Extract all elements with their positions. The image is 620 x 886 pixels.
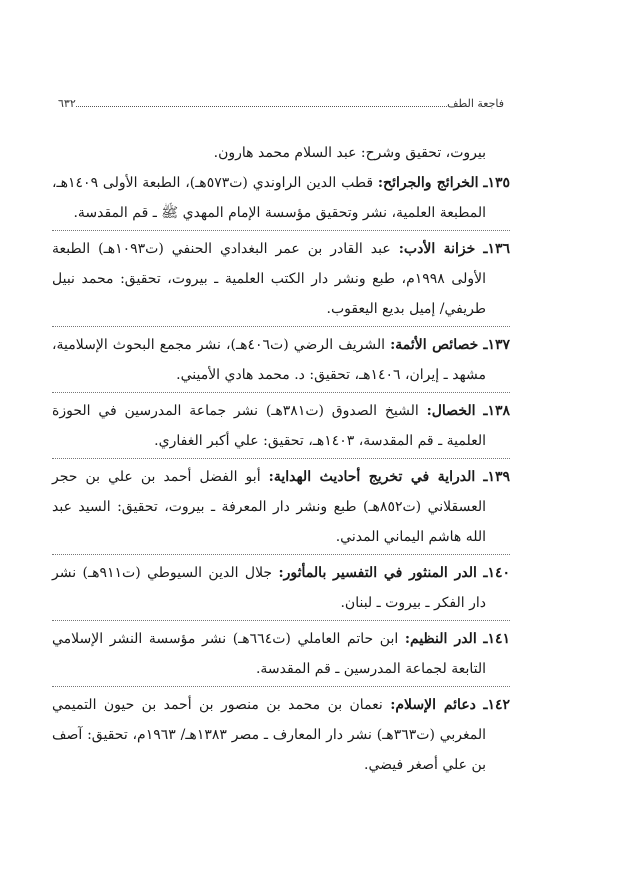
entry-body: ابن حاتم العاملي (ت٦٦٤هـ) نشر مؤسسة النشر الإسلامي التابعة لجماعة المدرسين ـ قم المقدسة. [52, 631, 486, 677]
entry-body: أبو الفضل أحمد بن علي بن حجر العسقلاني (ت٨٥٢هـ) طبع ونشر دار المعرفة ـ بيروت، تحقيق: السيد عبد الله هاشم اليماني المدني. [52, 469, 487, 545]
entry-body: جلال الدين السيوطي (ت٩١١هـ) نشر دار الفكر ـ بيروت ـ لبنان. [52, 565, 486, 611]
entry-body: نعمان بن محمد بن منصور بن أحمد بن حيون التميمي المغربي (ت٣٦٣هـ) نشر دار المعارف ـ مصر ١٣٨٣هـ/ ١٩٦٣م، تحقيق: آصف بن علي أصغر فيضي. [52, 697, 487, 773]
entry-separator [52, 620, 510, 621]
entry-number: ١٤٢ [487, 697, 510, 713]
entry-title: الخصال: [426, 403, 476, 419]
entry-number: ١٣٥ [487, 175, 510, 191]
entry-body: قطب الدين الراوندي (ت٥٧٣هـ)، الطبعة الأولى ١٤٠٩هـ، المطبعة العلمية، نشر وتحقيق مؤسسة الإمام المهدي ﷺ ـ قم المقدسة. [52, 175, 486, 221]
header-leader-dots [76, 106, 447, 107]
bibliography-entry: ١٣٨ـ الخصال: الشيخ الصدوق (ت٣٨١هـ) نشر جماعة المدرسين في الحوزة العلمية ـ قم المقدسة، ١٤٠٣هـ، تحقيق: علي أكبر الغفاري. [52, 403, 511, 449]
book-title: فاجعة الطف [447, 96, 504, 110]
bibliography-entry: ١٤٢ـ دعائم الإسلام: نعمان بن محمد بن منصور بن أحمد بن حيون التميمي المغربي (ت٣٦٣هـ) نشر دار المعارف ـ مصر ١٣٨٣هـ/ ١٩٦٣م، تحقيق: آصف بن علي أصغر فيضي. [52, 697, 510, 773]
entry-number: ١٣٦ [487, 241, 510, 257]
entry-number: ١٤١ [487, 631, 510, 647]
entry-separator [52, 554, 510, 555]
bibliography-entry: ١٤٠ـ الدر المنثور في التفسير بالمأثور: جلال الدين السيوطي (ت٩١١هـ) نشر دار الفكر ـ بيروت ـ لبنان. [52, 565, 511, 611]
entry-title: الدر النظيم: [404, 631, 477, 647]
entry-title: دعائم الإسلام: [390, 697, 476, 713]
entry-title: خزانة الأدب: [398, 241, 476, 257]
bibliography-entry: ١٣٥ـ الخرائج والجرائح: قطب الدين الراوندي (ت٥٧٣هـ)، الطبعة الأولى ١٤٠٩هـ، المطبعة العلمية، نشر وتحقيق مؤسسة الإمام المهدي ﷺ ـ قم المقدسة. [52, 175, 510, 221]
entry-body: الشريف الرضي (ت٤٠٦هـ)، نشر مجمع البحوث الإسلامية، مشهد ـ إيران، ١٤٠٦هـ، تحقيق: د. محمد هادي الأميني. [52, 337, 486, 383]
entry-number: ١٣٨ [487, 403, 511, 419]
continuation-text: بيروت، تحقيق وشرح: عبد السلام محمد هارون. [213, 145, 486, 161]
page-number: ٦٣٢ [58, 96, 76, 110]
entry-number: ١٤٠ [487, 565, 511, 581]
bibliography-entry: ١٣٩ـ الدراية في تخريج أحاديث الهداية: أبو الفضل أحمد بن علي بن حجر العسقلاني (ت٨٥٢هـ) طبع ونشر دار المعرفة ـ بيروت، تحقيق: السيد عبد الله هاشم اليماني المدني. [52, 469, 511, 545]
running-header [52, 94, 510, 112]
entry-body: عبد القادر بن عمر البغدادي الحنفي (ت١٠٩٣هـ) الطبعة الأولى ١٩٩٨م، طبع ونشر دار الكتب العلمية ـ بيروت، تحقيق: محمد نبيل طريفي/ إميل بديع اليعقوب. [52, 241, 486, 317]
entry-separator [52, 686, 510, 687]
document-page [52, 0, 510, 886]
entry-title: الخرائج والجرائح: [377, 175, 479, 191]
bibliography-entry: ١٤١ـ الدر النظيم: ابن حاتم العاملي (ت٦٦٤هـ) نشر مؤسسة النشر الإسلامي التابعة لجماعة المدرسين ـ قم المقدسة. [52, 631, 510, 677]
continuation-line [52, 138, 510, 168]
entry-title: الدر المنثور في التفسير بالمأثور: [278, 565, 477, 581]
entry-title: الدراية في تخريج أحاديث الهداية: [268, 469, 476, 485]
entry-body: الشيخ الصدوق (ت٣٨١هـ) نشر جماعة المدرسين في الحوزة العلمية ـ قم المقدسة، ١٤٠٣هـ، تحقيق: علي أكبر الغفاري. [52, 403, 486, 449]
bibliography-list [52, 138, 510, 780]
entry-separator [52, 230, 510, 231]
bibliography-entry: ١٣٦ـ خزانة الأدب: عبد القادر بن عمر البغدادي الحنفي (ت١٠٩٣هـ) الطبعة الأولى ١٩٩٨م، طبع ونشر دار الكتب العلمية ـ بيروت، تحقيق: محمد نبيل طريفي/ إميل بديع اليعقوب. [52, 241, 510, 317]
entry-separator [52, 458, 510, 459]
entry-number: ١٣٩ [487, 469, 511, 485]
entry-separator [52, 326, 510, 327]
entry-title: خصائص الأئمة: [390, 337, 479, 353]
entry-separator [52, 392, 510, 393]
bibliography-entry: ١٣٧ـ خصائص الأئمة: الشريف الرضي (ت٤٠٦هـ)، نشر مجمع البحوث الإسلامية، مشهد ـ إيران، ١٤٠٦هـ، تحقيق: د. محمد هادي الأميني. [52, 337, 510, 383]
entry-number: ١٣٧ [487, 337, 510, 353]
